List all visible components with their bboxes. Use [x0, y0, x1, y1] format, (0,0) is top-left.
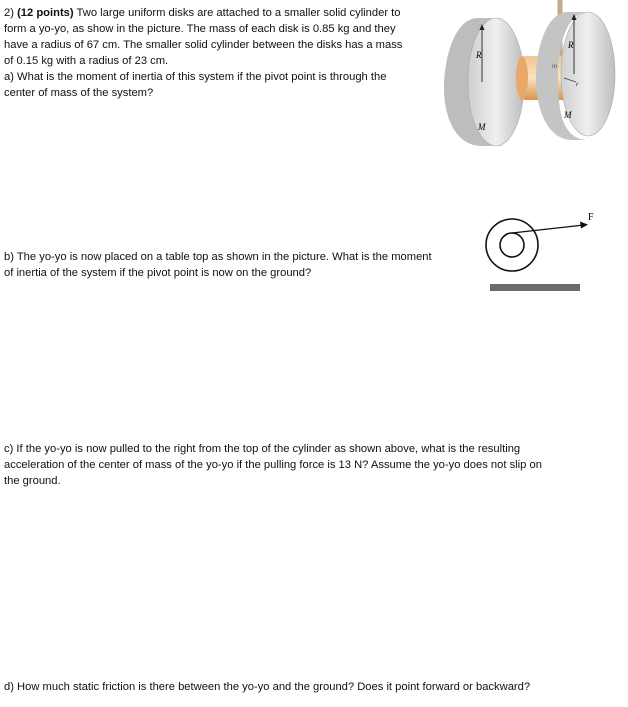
question-number: 2)	[4, 7, 14, 19]
part-a-text: a) What is the moment of inertia of this system if the pivot point is through the center of mass of the system?	[4, 71, 387, 99]
force-arrowhead	[580, 222, 588, 229]
label-R-left: R	[476, 50, 482, 60]
label-r: r	[576, 82, 579, 88]
yoyo-3d-figure	[438, 0, 618, 152]
label-m: m	[552, 62, 558, 70]
outer-disk-circle	[486, 219, 538, 271]
inner-cylinder-circle	[500, 233, 524, 257]
part-d: d) How much static friction is there between the yo-yo and the ground? Does it point forward or backward?	[4, 681, 531, 693]
cylinder-end	[516, 56, 528, 100]
left-disk-face	[468, 18, 524, 146]
force-arrow	[512, 225, 584, 233]
table-top	[490, 284, 580, 291]
yoyo-side-view-figure	[484, 205, 604, 297]
question-points: (12 points)	[17, 7, 74, 19]
question-intro	[4, 5, 434, 101]
label-M-left: M	[478, 122, 486, 132]
force-label: F	[588, 212, 594, 223]
question-statement: Two large uniform disks are attached to a smaller solid cylinder to form a yo-yo, as show in the picture. The mass of each disk is 0.85 kg and they have a radius of 67 cm. The smaller solid cylinder between the disks has a mass of 0.15 kg with a radius of 23 cm.	[4, 7, 403, 67]
label-R-right: R	[568, 40, 574, 50]
part-b: b) The yo-yo is now placed on a table top as shown in the picture. What is the moment of inertia of the system if the pivot point is now on the ground?	[4, 251, 432, 279]
label-M-right: M	[564, 110, 572, 120]
part-c: c) If the yo-yo is now pulled to the right from the top of the cylinder as shown above, what is the resulting acceleration of the center of mass of the yo-yo if the pulling force is 13 N? Assume the yo-yo does not slip on the ground.	[4, 443, 542, 487]
